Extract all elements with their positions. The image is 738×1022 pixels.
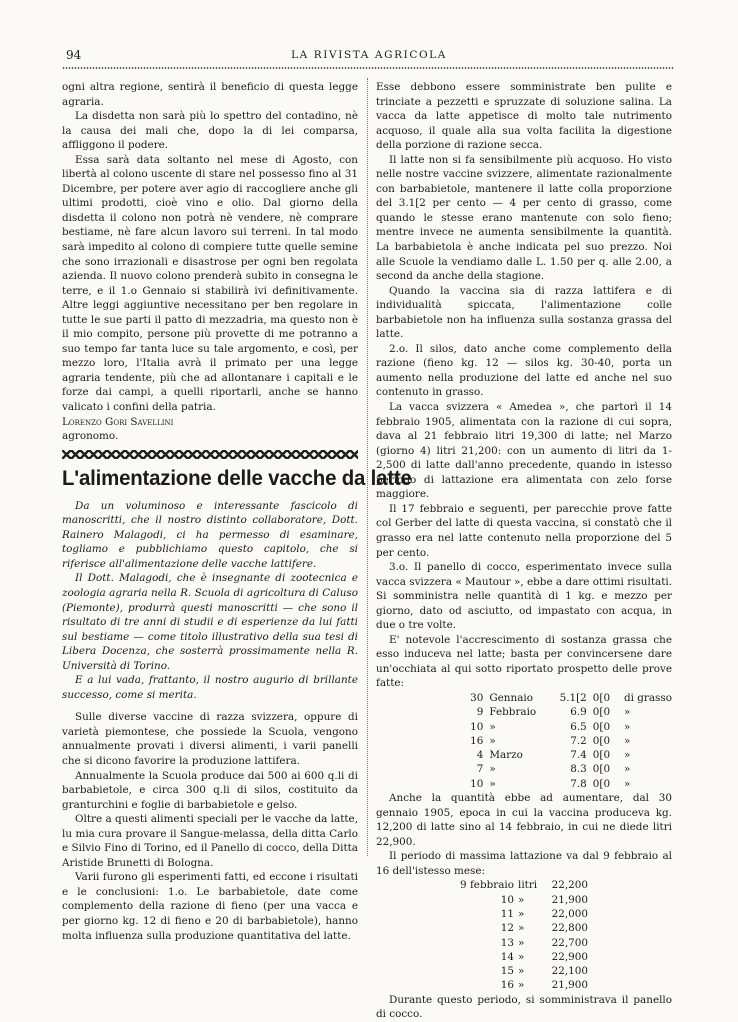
table-row: 16 » 7.2 0[0 »: [470, 734, 631, 747]
table-row: 13 » 22,700: [500, 936, 588, 949]
ornamental-divider: [62, 450, 358, 459]
table-row: 10 » 6.5 0[0 »: [470, 720, 631, 733]
paragraph: Varii furono gli esperimenti fatti, ed eccone i risultati e le conclusioni: 1.o. Le barbabietole, date come complemento della razione di fieno (per una vacca e per giorno kg. 12 di fieno e 20 di barbabietole), hanno molta influenza sulla produzione quantitativa del latte.: [62, 871, 358, 942]
paragraph: 3.o. Il panello di cocco, esperimentato invece sulla vacca svizzera « Mautour », ebbe a dare ottimi risultati. Si somministra nelle quantità di 1 kg. e mezzo per giorno, dato od asciutto, od impastato con acqua, in due o tre volte.: [376, 561, 672, 632]
journal-title: LA RIVISTA AGRICOLA: [291, 49, 447, 61]
table-row: 14 » 22,900: [500, 950, 588, 963]
intro-paragraph: Da un voluminoso e interessante fascicolo di manoscritti, che il nostro distinto collaboratore, Dott. Rainero Malagodi, ci ha permesso di esaminare, togliamo e pubblichiamo questo capitolo, che si riferisce all'alimentazione delle vacche lattifere.: [62, 499, 358, 570]
paragraph: Sulle diverse vaccine di razza svizzera, oppure di varietà piemontese, che possiede la Scuola, vengono annualmente provati i diversi alimenti, i varii panelli che si dicono favorire la produzione lattifera.: [62, 711, 358, 767]
paragraph: Anche la quantità ebbe ad aumentare, dal 30 gennaio 1905, epoca in cui la vaccina produceva kg. 12,200 di latte sino al 14 febbraio, in cui ne diede litri 22,900.: [376, 792, 672, 848]
paragraph: Quando la vaccina sia di razza lattifera e di individualità spiccata, l'alimentazione colle barbabietole non ha influenza sulla sostanza grassa del latte.: [376, 284, 672, 341]
paragraph: Il 17 febbraio e seguenti, per parecchie prove fatte col Gerber del latte di questa vaccina, si constatò che il grasso era nel latte contenuto nella proporzione del 5 per cento.: [376, 502, 672, 559]
paragraph: Durante questo periodo, si somministrava il panello di cocco.: [376, 993, 672, 1021]
table-row: 30 Gennaio 5.1[2 0[0 di grasso: [470, 691, 672, 704]
paragraph: ogni altra regione, sentirà il beneficio di questa legge agraria.: [62, 81, 358, 108]
table-row: 16 » 21,900: [500, 979, 588, 992]
milk-yield-table: [456, 878, 588, 992]
page-header: [0, 48, 738, 64]
paragraph: 2.o. Il silos, dato anche come complemento della razione (fieno kg. 12 — silos kg. 30-40, porta un aumento nella produzione del latte ed anche nel suo contenuto in grasso.: [376, 342, 672, 399]
table-row: 7 » 8.3 0[0 »: [476, 763, 631, 776]
paragraph: Annualmente la Scuola produce dai 500 ai 600 q.li di barbabietole, e circa 300 q.li di silos, costituito da granturchini e foglie di barbabietole e gelso.: [62, 769, 358, 811]
header-dotted-rule: [62, 67, 674, 69]
table-row: 9 Febbraio 6.9 0[0 »: [476, 706, 631, 719]
paragraph: La disdetta non sarà più lo spettro del contadino, nè la causa dei mali che, dopo la di lei comparsa, affliggono il podere.: [62, 110, 358, 152]
right-column: [376, 80, 672, 1022]
intro-paragraph: E a lui vada, frattanto, il nostro augurio di brillante successo, come si merita.: [62, 674, 358, 701]
table-row: 12 » 22,800: [500, 922, 588, 935]
author-role: agronomo.: [62, 430, 119, 443]
intro-paragraph: Il Dott. Malagodi, che è insegnante di zootecnica e zoologia agraria nella R. Scuola di agricoltura di Caluso (Piemonte), produrrà questi manoscritti — che sono il risultato di tre anni di studii e di esperienze da lui fatti sul bestiame — come titolo illustrativo della sua tesi di Libera Docenza, che sosterrà prossimamente nella R. Università di Torino.: [62, 572, 358, 672]
table-row: 15 » 22,100: [500, 965, 588, 978]
paragraph: Il latte non si fa sensibilmente più acquoso. Ho visto nelle nostre vaccine svizzere, alimentate razionalmente con barbabietole, mantenere il latte colla proporzione del 3.1[2 per cento — 4 per cento di grasso, come quando le stesse erano mantenute con solo fieno; mentre invece ne aumenta sensibilmente la quantità. La barbabietola è anche indicata pel suo prezzo. Noi alle Scuole la vendiamo dalle L. 1.50 per q. alle 2.00, a second da anche della stagione.: [376, 153, 672, 283]
left-column: [62, 80, 412, 943]
paragraph: Essa sarà data soltanto nel mese di Agosto, con libertà al colono uscente di stare nel possesso fino al 31 Dicembre, per potere aver agio di raccogliere anche gli ultimi prodotti, cioè vino e olio. Dal giorno della disdetta il colono non potrà nè vendere, nè comprare bestiame, nè fare alcun lavoro sui terreni. In tal modo sarà impedito al colono di compiere tutte quelle semine che sono irrazionali e disastrose per ogni ben regolata azienda. Il nuovo colono prenderà subito in consegna le terre, e il 1.o Gennaio si stabilirà ivi definitivamente. Altre leggi aggiuntive necessitano per ben regolare in tutte le sue parti il patto di mezzadria, ma questo non è il mio compito, persone più provette di me potranno a suo tempo far tanta luce su tale argomento, e così, per mezzo loro, l'Italia avrà il primato per una legge agraria tendente, più che ad allontanare i capitali e le forze dai campi, a quelli riportarli, anche se hanno valicato i confini della patria.: [62, 153, 358, 414]
paragraph: La vacca svizzera « Amedea », che partorì il 14 febbraio 1905, alimentata con la razione di cui sopra, dava al 21 febbraio litri 19,300 di latte; nel Marzo (giorno 4) litri 21,200: con un aumento di litri da 1-2,500 di latte dall'anno precedente, quando in istesso periodo di lattazione era alimentata con zelo forse maggiore.: [376, 401, 672, 501]
paragraph: Oltre a questi alimenti speciali per le vacche da latte, lu mia cura provare il Sangue-melassa, della ditta Carlo e Silvio Fino di Torino, ed il Panello di cocco, della Ditta Aristide Brunetti di Bologna.: [62, 813, 358, 869]
paragraph: Esse debbono essere somministrate ben pulite e trinciate a pezzetti e spruzzate di soluzione salina. La vacca da latte appetisce di molto tale nutrimento acquoso, il quale alla sua volta facilita la digestione della porzione di razione secca.: [376, 81, 672, 152]
table-row: 10 » 7.8 0[0 »: [470, 777, 631, 790]
paragraph: E' notevole l'accrescimento di sostanza grassa che esso induceva nel latte; basta per convincersene dare un'occhiata al qui sotto riportato prospetto delle prove fatte:: [376, 633, 672, 690]
table-row: 9 febbraio litri 22,200: [460, 879, 588, 892]
page-number: 94: [66, 48, 82, 62]
table-row: 4 Marzo 7.4 0[0 »: [476, 749, 631, 762]
table-row: 10 » 21,900: [500, 893, 588, 906]
table-row: 11 » 22,000: [500, 907, 588, 920]
editorial-intro: [62, 499, 358, 703]
paragraph: Il periodo di massima lattazione va dal 9 febbraio al 16 dell'istesso mese:: [376, 850, 672, 877]
author-signature: Lorenzo Gori Savellini: [62, 415, 174, 428]
fat-content-table: [426, 691, 672, 791]
article-title: L'alimentazione delle vacche da latte: [62, 465, 412, 490]
